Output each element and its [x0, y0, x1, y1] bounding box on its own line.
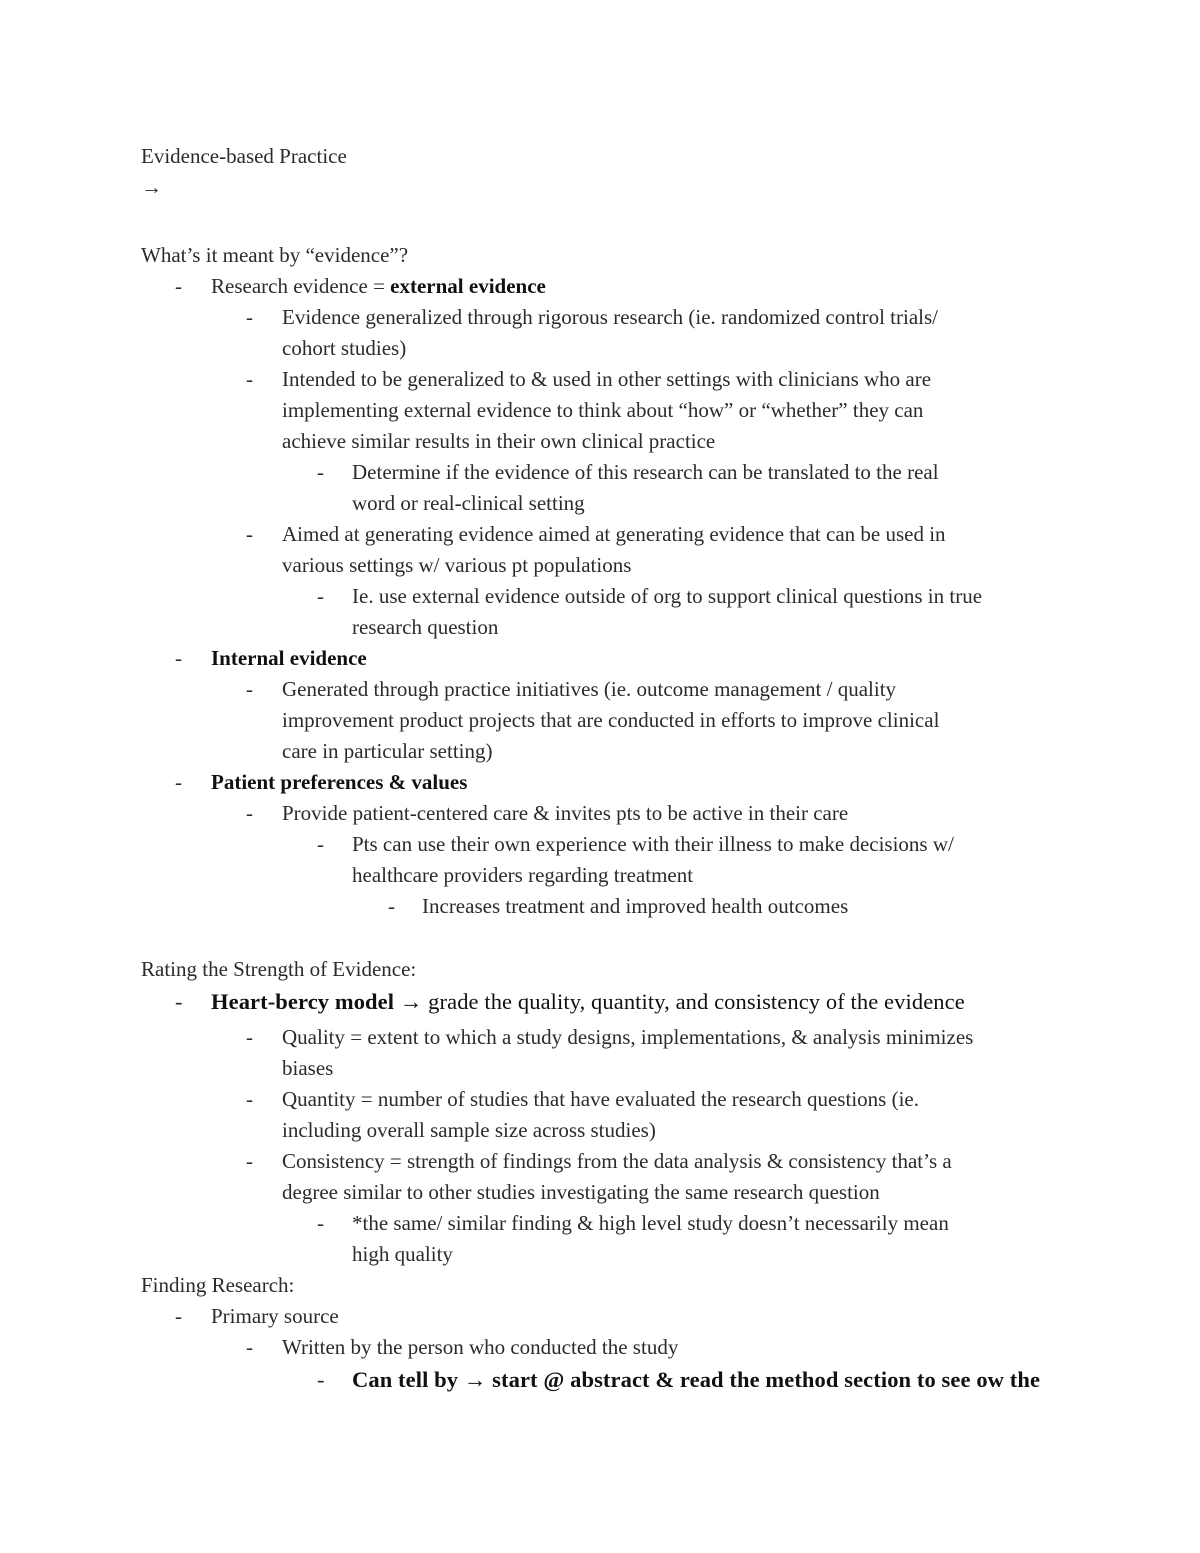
- list-item-text: Pts can use their own experience with their illness to make decisions w/: [352, 832, 954, 856]
- list-item-text: Provide patient-centered care & invites pts to be active in their care: [282, 801, 849, 825]
- bullet-dash: -: [246, 1149, 253, 1173]
- bullet-text: Primary source: [211, 1304, 339, 1328]
- list-item-text: word or real-clinical setting: [352, 491, 585, 515]
- list-item-text: Aimed at generating evidence aimed at generating evidence that can be used in: [282, 522, 946, 546]
- list-item-text: degree similar to other studies investigating the same research question: [282, 1180, 880, 1204]
- bullet-dash: -: [175, 770, 182, 794]
- bullet-dash: -: [175, 646, 182, 670]
- heading-text: Finding Research:: [141, 1273, 295, 1297]
- bullet-dash: -: [175, 1304, 182, 1328]
- list-item-text: Increases treatment and improved health outcomes: [422, 894, 849, 918]
- list-item-text: Consistency = strength of findings from the data analysis & consistency that’s a: [282, 1149, 952, 1173]
- bullet-dash: -: [175, 274, 182, 298]
- bullet-dash: -: [246, 677, 253, 701]
- bullet-dash: -: [246, 522, 253, 546]
- list-item-text: research question: [352, 615, 499, 639]
- list-item-text: [352, 1364, 1040, 1395]
- list-item-text: Generated through practice initiatives (ie. outcome management / quality: [282, 677, 897, 701]
- bullet-dash: -: [388, 894, 395, 918]
- list-item-text: Intended to be generalized to & used in other settings with clinicians who are: [282, 367, 932, 391]
- list-item-text: biases: [282, 1056, 334, 1080]
- bullet-dash: -: [317, 460, 324, 484]
- list-item-text: Ie. use external evidence outside of org to support clinical questions in true: [352, 584, 983, 608]
- list-item-text: *the same/ similar finding & high level study doesn’t necessarily mean: [352, 1211, 949, 1235]
- list-item-text: including overall sample size across studies): [282, 1118, 656, 1142]
- heading-text: What’s it meant by “evidence”?: [141, 243, 409, 267]
- bullet-dash: -: [246, 1335, 253, 1359]
- arrow-text: →: [141, 175, 162, 199]
- bullet-dash: -: [246, 1025, 253, 1049]
- list-item-text: healthcare providers regarding treatment: [352, 863, 694, 887]
- list-item-text: Evidence generalized through rigorous research (ie. randomized control trials/: [282, 305, 938, 329]
- bullet-dash: -: [317, 1367, 325, 1392]
- list-item-text: care in particular setting): [282, 739, 493, 763]
- list-item-text: cohort studies): [282, 336, 407, 360]
- model-rest: → grade the quality, quantity, and consistency of the evidence: [394, 989, 965, 1014]
- list-item-text: achieve similar results in their own clinical practice: [282, 429, 716, 453]
- bullet-dash: -: [317, 832, 324, 856]
- can-tell-bold: Can tell by: [352, 1367, 459, 1392]
- bullet-dash: -: [317, 1211, 324, 1235]
- list-item-text: high quality: [352, 1242, 453, 1266]
- list-item-text: Written by the person who conducted the study: [282, 1335, 679, 1359]
- list-item-text: Quantity = number of studies that have evaluated the research questions (ie.: [282, 1087, 919, 1111]
- bullet-dash: -: [246, 305, 253, 329]
- list-item-text: Determine if the evidence of this research can be translated to the real: [352, 460, 939, 484]
- list-item-text: implementing external evidence to think about “how” or “whether” they can: [282, 398, 924, 422]
- list-item-text: Quality = extent to which a study designs, implementations, & analysis minimizes: [282, 1025, 974, 1049]
- bullet-dash: -: [246, 801, 253, 825]
- bullet-text: [211, 986, 965, 1017]
- list-item-text: various settings w/ various pt populations: [282, 553, 632, 577]
- bullet-dash: -: [317, 584, 324, 608]
- research-bold: external evidence: [390, 274, 546, 298]
- bullet-text: Internal evidence: [211, 646, 367, 670]
- research-label: Research evidence =: [211, 274, 391, 298]
- bullet-dash: -: [246, 367, 253, 391]
- model-bold: Heart-bercy model: [211, 989, 395, 1014]
- bullet-text: [211, 271, 546, 302]
- bullet-text: Patient preferences & values: [211, 770, 468, 794]
- list-item-text: improvement product projects that are conducted in efforts to improve clinical: [282, 708, 940, 732]
- can-tell-rest: → start @ abstract & read the method section to see ow the: [458, 1367, 1041, 1392]
- title-text: Evidence-based Practice: [141, 144, 347, 168]
- bullet-dash: -: [175, 989, 183, 1014]
- heading-text: Rating the Strength of Evidence:: [141, 957, 417, 981]
- bullet-dash: -: [246, 1087, 253, 1111]
